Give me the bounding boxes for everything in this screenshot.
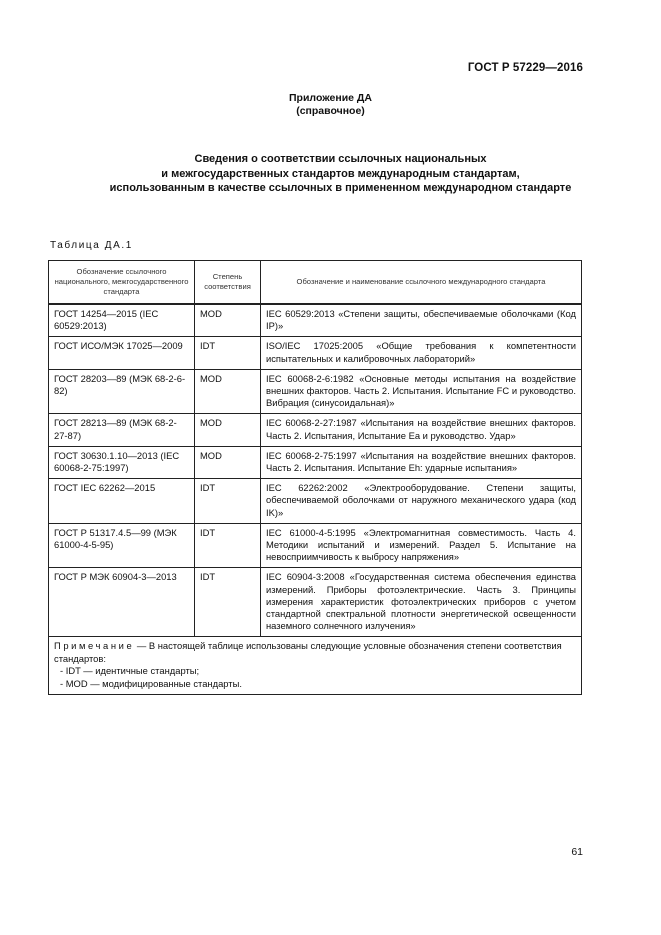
degree-cell: IDT xyxy=(195,568,261,637)
degree-cell: MOD xyxy=(195,369,261,414)
table-row xyxy=(49,369,582,414)
heading-line-3: использованным в качестве ссылочных в примененном международном стандарте xyxy=(109,182,572,194)
national-standard-cell: ГОСТ 14254—2015 (IEC 60529:2013) xyxy=(49,304,195,337)
table-row xyxy=(49,304,582,337)
international-standard-cell: IEC 60904-3:2008 «Государственная система обеспечения единства измерений. Приборы фотоэлектрические. Часть 3. Принципы измерения характеристик фотоэлектрических приборов с учетом стандартной спектральной плотности энергетической освещенности наземного солнечного излучения» xyxy=(261,568,582,637)
international-standard-cell: IEC 61000-4-5:1995 «Электромагнитная совместимость. Часть 4. Методики испытаний и измерений. Раздел 5. Испытание на невосприимчивость к выбросу напряжения» xyxy=(261,523,582,568)
national-standard-cell: ГОСТ 28213—89 (МЭК 68-2-27-87) xyxy=(49,414,195,446)
table-note xyxy=(49,637,582,695)
standards-correspondence-table xyxy=(48,260,582,695)
international-standard-cell: IEC 60529:2013 «Степени защиты, обеспечиваемые оболочками (Код IP)» xyxy=(261,304,582,337)
table-row xyxy=(49,337,582,369)
table-header-row xyxy=(49,261,582,305)
table-row xyxy=(49,446,582,478)
note-label: Примечание xyxy=(54,640,135,652)
section-heading xyxy=(60,152,621,196)
header-national-standard: Обозначение ссылочного национального, межгосударственного стандарта xyxy=(49,261,195,305)
degree-cell: MOD xyxy=(195,414,261,446)
appendix-type: (справочное) xyxy=(296,105,365,117)
appendix-title xyxy=(0,92,661,118)
header-international-standard: Обозначение и наименование ссылочного международного стандарта xyxy=(261,261,582,305)
table-row xyxy=(49,568,582,637)
appendix-label: Приложение ДА xyxy=(289,92,372,104)
national-standard-cell: ГОСТ ИСО/МЭК 17025—2009 xyxy=(49,337,195,369)
table-row xyxy=(49,479,582,524)
document-code: ГОСТ Р 57229—2016 xyxy=(467,62,583,74)
degree-cell: MOD xyxy=(195,446,261,478)
national-standard-cell: ГОСТ 28203—89 (МЭК 68-2-6-82) xyxy=(49,369,195,414)
international-standard-cell: IEC 60068-2-75:1997 «Испытания на воздействие внешних факторов. Часть 2. Испытания. Испытание Eh: ударные испытания» xyxy=(261,446,582,478)
international-standard-cell: ISO/IEC 17025:2005 «Общие требования к компетентности испытательных и калибровочных лабораторий» xyxy=(261,337,582,369)
note-item-idt: - IDT — идентичные стандарты; xyxy=(60,665,200,677)
degree-cell: IDT xyxy=(195,479,261,524)
table-note-row xyxy=(49,637,582,695)
degree-cell: IDT xyxy=(195,337,261,369)
table-row xyxy=(49,523,582,568)
table-caption: Таблица ДА.1 xyxy=(50,240,133,251)
heading-line-2: и межгосударственных стандартов международным стандартам, xyxy=(161,167,520,180)
note-item-mod: - MOD — модифицированные стандарты. xyxy=(60,677,242,689)
national-standard-cell: ГОСТ IEC 62262—2015 xyxy=(49,479,195,524)
note-text xyxy=(54,640,576,665)
international-standard-cell: IEC 60068-2-27:1987 «Испытания на воздействие внешних факторов. Часть 2. Испытания, Испытание Ea и руководство. Удар» xyxy=(261,414,582,446)
note-body: — В настоящей таблице использованы следующие условные обозначения степени соответствия стандартов: xyxy=(54,640,562,664)
international-standard-cell: IEC 60068-2-6:1982 «Основные методы испытания на воздействие внешних факторов. Часть 2. Испытания. Испытание FC и руководство. Вибрация (синусоидальная)» xyxy=(261,369,582,414)
international-standard-cell: IEC 62262:2002 «Электрооборудование. Степени защиты, обеспечиваемой оболочками от наружного механического удара (код IK)» xyxy=(261,479,582,524)
national-standard-cell: ГОСТ Р МЭК 60904-3—2013 xyxy=(49,568,195,637)
national-standard-cell: ГОСТ Р 51317.4.5—99 (МЭК 61000-4-5-95) xyxy=(49,523,195,568)
degree-cell: MOD xyxy=(195,304,261,337)
table-row xyxy=(49,414,582,446)
header-degree: Степень соответствия xyxy=(195,261,261,305)
page-number: 61 xyxy=(571,846,583,858)
national-standard-cell: ГОСТ 30630.1.10—2013 (IEC 60068-2-75:1997) xyxy=(49,446,195,478)
degree-cell: IDT xyxy=(195,523,261,568)
heading-line-1: Сведения о соответствии ссылочных национальных xyxy=(194,153,487,165)
